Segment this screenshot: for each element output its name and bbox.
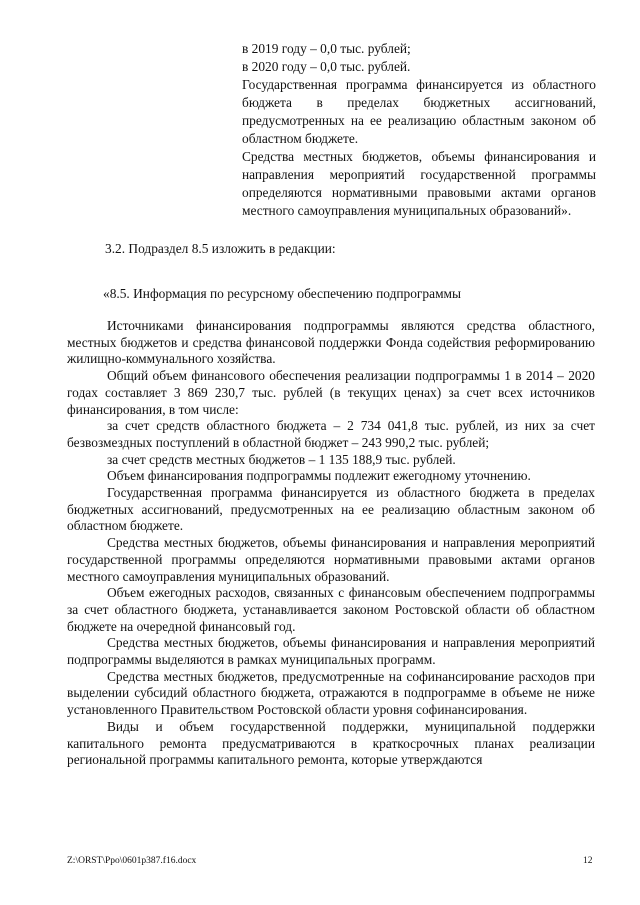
paragraph-total-volume: Общий объем финансового обеспечения реализации подпрограммы 1 в 2014 – 2020 годах составляет 3 869 230,7 тыс. рублей (в текущих ценах) за счет всех источников финансирования, в том числе:	[67, 368, 595, 417]
paragraph-annual-expenses: Объем ежегодных расходов, связанных с финансовым обеспечением подпрограммы за счет областного бюджета, устанавливается законом Ростовской области об областном бюджете на очередной финансовый год.	[67, 585, 595, 634]
table-cell-financing	[242, 40, 596, 220]
paragraph-annual-update: Объем финансирования подпрограммы подлежит ежегодному уточнению.	[107, 468, 531, 484]
footer-file-path: Z:\ORST\Ppo\0601p387.f16.docx	[67, 856, 197, 866]
paragraph-local-budgets-acts: Средства местных бюджетов, объемы финансирования и направления мероприятий государственной программы определяются нормативными правовыми актами органов местного самоуправления муниципальных образований.	[67, 535, 595, 584]
paragraph-municipal-programs: Средства местных бюджетов, объемы финансирования и направления мероприятий подпрограммы выделяются в рамках муниципальных программ.	[67, 635, 595, 668]
paragraph-state-program: Государственная программа финансируется из областного бюджета в пределах бюджетных ассигнований, предусмотренных на ее реализацию областным законом об областном бюджете.	[67, 485, 595, 534]
paragraph-regional-funds: за счет средств областного бюджета – 2 734 041,8 тыс. рублей, из них за счет безвозмездных поступлений в областной бюджет – 243 990,2 тыс. рублей;	[67, 418, 595, 450]
footer-page-number: 12	[583, 856, 593, 866]
paragraph-cofinancing: Средства местных бюджетов, предусмотренные на софинансирование расходов при выделении субсидий областного бюджета, отражаются в подпрограмме в объеме не ниже установленного Правительством Ростовской области уровня софинансирования.	[67, 668, 595, 718]
paragraph-local-funds: за счет средств местных бюджетов – 1 135 188,9 тыс. рублей.	[107, 451, 456, 467]
paragraph-sources: Источниками финансирования подпрограммы являются средства областного, местных бюджетов и средства финансовой поддержки Фонда содействия реформированию жилищно-коммунального хозяйства.	[67, 318, 595, 367]
para-regional-budget: Государственная программа финансируется из областного бюджета в пределах бюджетных ассигнований, предусмотренных на ее реализацию областным законом об областном бюджете.	[242, 77, 596, 146]
line-2020: в 2020 году – 0,0 тыс. рублей.	[242, 59, 411, 74]
section-3-2: 3.2. Подраздел 8.5 изложить в редакции:	[105, 241, 336, 256]
line-2019: в 2019 году – 0,0 тыс. рублей;	[242, 41, 411, 56]
paragraph-support-types: Виды и объем государственной поддержки, муниципальной поддержки капитального ремонта предусматриваются в краткосрочных планах реализации региональной программы капитального ремонта, которые утверждаются	[67, 718, 595, 768]
section-8-5-title: «8.5. Информация по ресурсному обеспечению подпрограммы	[103, 286, 462, 301]
para-local-budget: Средства местных бюджетов, объемы финансирования и направления мероприятий государственной программы определяются нормативными правовыми актами органов местного самоуправления муниципальных образований».	[242, 149, 596, 218]
body-text	[67, 318, 595, 769]
